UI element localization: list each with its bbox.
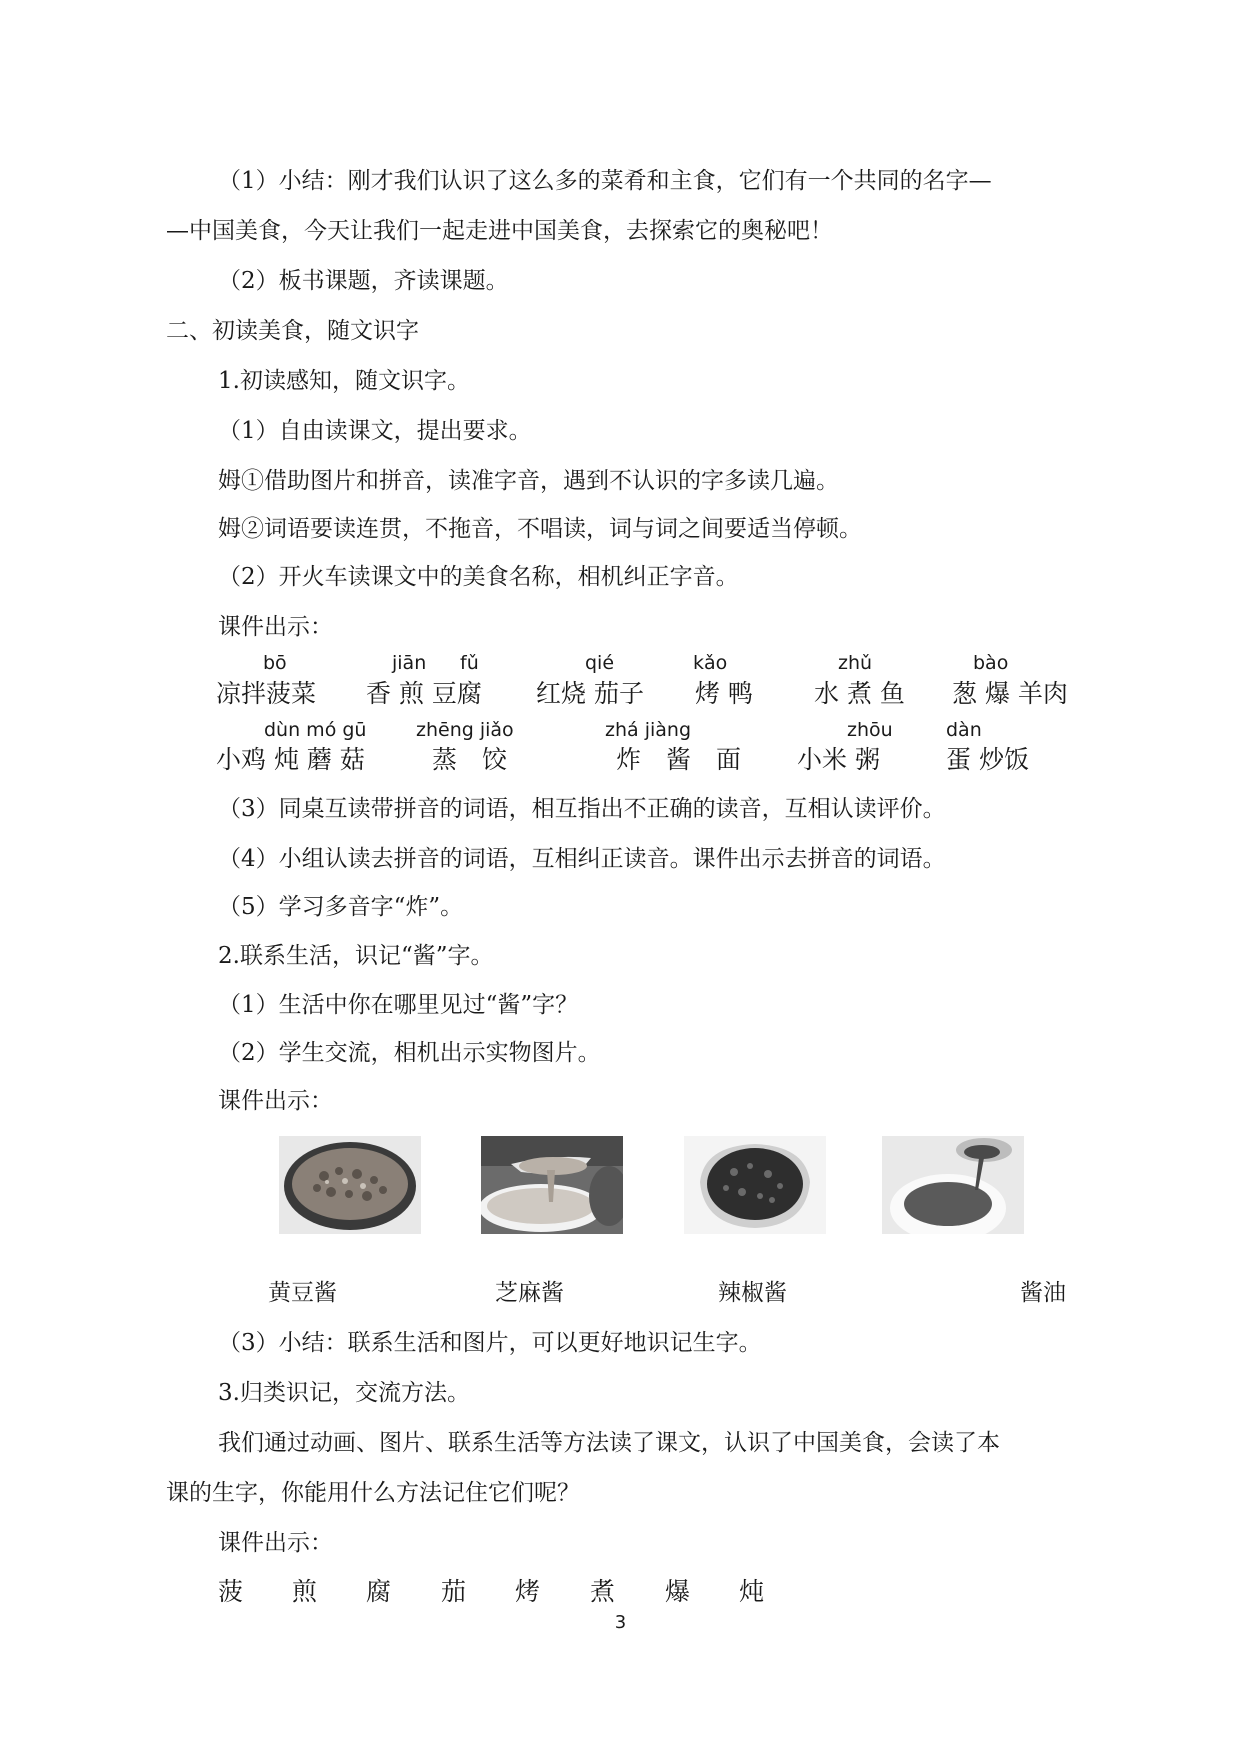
- food-word: 凉拌菠菜: [216, 679, 317, 708]
- pinyin: zhōu: [847, 719, 893, 741]
- new-character: 炖: [739, 1577, 765, 1606]
- caption-soy-sauce: 酱油: [1020, 1280, 1066, 1306]
- step-2-2: （2）学生交流，相机出示实物图片。: [218, 1040, 601, 1066]
- food-word: 蒸 饺: [432, 745, 508, 774]
- soy-sauce-image: [882, 1136, 1024, 1234]
- courseware-label-2: 课件出示：: [218, 1088, 333, 1114]
- step-1-2: （2）开火车读课文中的美食名称，相机纠正字音。: [218, 564, 739, 590]
- food-word: 小鸡 炖 蘑 菇: [216, 745, 365, 774]
- food-word: 蛋 炒饭: [946, 745, 1029, 774]
- pinyin: zhá jiàng: [605, 719, 692, 741]
- new-character: 茄: [441, 1577, 467, 1606]
- pinyin: dùn mó gū: [264, 719, 367, 741]
- step-3-heading: 3.归类识记，交流方法。: [218, 1380, 470, 1406]
- step-1-1: （1）自由读课文，提出要求。: [218, 418, 532, 444]
- pinyin: fǔ: [460, 652, 479, 674]
- food-word: 炸 酱 面: [616, 745, 742, 774]
- section-heading-2: 二、初读美食，随文识字: [166, 318, 419, 344]
- step-2-3: （3）小结：联系生活和图片，可以更好地识记生字。: [218, 1330, 762, 1356]
- sesame-paste-image: [481, 1136, 623, 1234]
- pinyin: zhēng jiǎo: [416, 719, 514, 741]
- new-character: 煎: [292, 1577, 318, 1606]
- paragraph-method-line2: 课的生字，你能用什么方法记住它们呢？: [166, 1480, 580, 1506]
- new-character: 爆: [665, 1577, 691, 1606]
- food-word: 小米 粥: [797, 745, 880, 774]
- food-word: 烤 鸭: [695, 679, 753, 708]
- new-character: 烤: [515, 1577, 541, 1606]
- step-1-heading: 1.初读感知，随文识字。: [218, 368, 470, 394]
- step-1-3: （3）同桌互读带拼音的词语，相互指出不正确的读音，互相认读评价。: [218, 796, 946, 822]
- paragraph-summary-line1: （1）小结：刚才我们认识了这么多的菜肴和主食，它们有一个共同的名字—: [218, 168, 992, 194]
- courseware-label-3: 课件出示：: [218, 1530, 333, 1556]
- step-1-5: （5）学习多音字“炸”。: [218, 894, 464, 920]
- step-2-heading: 2.联系生活，识记“酱”字。: [218, 943, 494, 969]
- new-character: 菠: [218, 1577, 244, 1606]
- paragraph-board-title: （2）板书课题，齐读课题。: [218, 268, 509, 294]
- food-word: 红烧 茄子: [536, 679, 644, 708]
- chili-sauce-image: [684, 1136, 826, 1234]
- pinyin: jiān: [392, 652, 427, 674]
- paragraph-method-line1: 我们通过动画、图片、联系生活等方法读了课文，认识了中国美食，会读了本: [218, 1430, 1000, 1456]
- food-word: 水 煮 鱼: [814, 679, 905, 708]
- step-1-4: （4）小组认读去拼音的词语，互相纠正读音。课件出示去拼音的词语。: [218, 846, 946, 872]
- step-2-1: （1）生活中你在哪里见过“酱”字？: [218, 992, 579, 1018]
- bullet-1: 姆①借助图片和拼音，读准字音，遇到不认识的字多读几遍。: [218, 468, 839, 494]
- soybean-paste-image: [279, 1136, 421, 1234]
- pinyin: zhǔ: [838, 652, 873, 674]
- new-character: 腐: [366, 1577, 392, 1606]
- paragraph-summary-line2: —中国美食，今天让我们一起走进中国美食，去探索它的奥秘吧！: [166, 218, 833, 244]
- caption-chili-sauce: 辣椒酱: [718, 1280, 787, 1306]
- courseware-label-1: 课件出示：: [218, 614, 333, 640]
- pinyin: qié: [585, 652, 615, 674]
- pinyin: dàn: [946, 719, 982, 741]
- food-word: 香 煎 豆腐: [366, 679, 482, 708]
- caption-sesame-paste: 芝麻酱: [495, 1280, 564, 1306]
- bullet-2: 姆②词语要读连贯，不拖音，不唱读，词与词之间要适当停顿。: [218, 516, 862, 542]
- new-character: 煮: [590, 1577, 616, 1606]
- pinyin: bào: [973, 652, 1009, 674]
- pinyin: bō: [263, 652, 287, 674]
- food-word: 葱 爆 羊肉: [952, 679, 1068, 708]
- caption-soybean-paste: 黄豆酱: [268, 1280, 337, 1306]
- pinyin: kǎo: [693, 652, 728, 674]
- page-number: 3: [614, 1612, 627, 1633]
